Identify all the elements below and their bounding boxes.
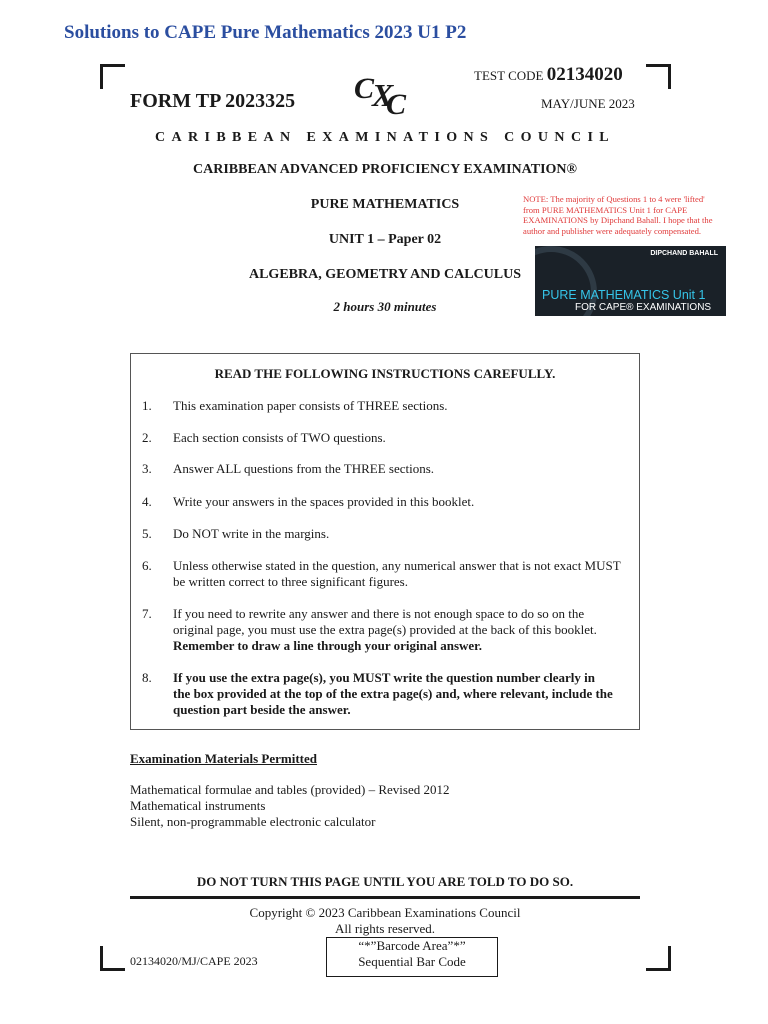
instruction-text: If you need to rewrite any answer and there is not enough space to do so on the: [173, 606, 585, 621]
sequential-bar-code-label: Sequential Bar Code: [358, 954, 466, 969]
red-note: [523, 194, 737, 236]
exam-date: MAY/JUNE 2023: [541, 96, 635, 111]
council-name: CARIBBEAN EXAMINATIONS COUNCIL: [154, 130, 616, 145]
instruction-number: 3.: [142, 461, 152, 476]
instruction-number: 4.: [142, 494, 152, 509]
exam-name: CARIBBEAN ADVANCED PROFICIENCY EXAMINATION®: [193, 162, 577, 177]
instruction-number: 1.: [142, 398, 152, 413]
paper-code: 02134020/MJ/CAPE 2023: [130, 954, 258, 968]
book-subtitle: FOR CAPE® EXAMINATIONS: [575, 302, 712, 313]
material-item: Mathematical formulae and tables (provided) – Revised 2012: [130, 782, 450, 797]
instruction-item: [142, 558, 628, 590]
instruction-number: 6.: [142, 558, 152, 573]
material-item: Silent, non-programmable electronic calculator: [130, 814, 376, 829]
unit-title: UNIT 1 – Paper 02: [328, 232, 442, 247]
instruction-text: Unless otherwise stated in the question, any numerical answer that is not exact MUST: [173, 558, 621, 573]
do-not-turn-warning: DO NOT TURN THIS PAGE UNTIL YOU ARE TOLD TO DO SO.: [196, 874, 574, 889]
instruction-item: [142, 398, 628, 414]
instruction-number: 8.: [142, 670, 152, 685]
instruction-text: the box provided at the top of the extra page(s) and, where relevant, include the: [173, 686, 613, 701]
test-code-label: TEST CODE: [474, 68, 544, 83]
instruction-item: [142, 606, 628, 654]
instructions-box: [130, 353, 640, 730]
barcode-box: [326, 937, 498, 977]
instructions-heading: READ THE FOLLOWING INSTRUCTIONS CAREFULLY.: [214, 366, 556, 381]
book-title: PURE MATHEMATICS Unit 1: [542, 288, 706, 302]
test-code-number: 02134020: [546, 64, 623, 85]
note-line: from PURE MATHEMATICS Unit 1 for CAPE: [523, 204, 688, 215]
footer-divider: [130, 896, 640, 899]
crop-mark-bottom-left: [100, 946, 125, 971]
instruction-number: 2.: [142, 430, 152, 445]
instruction-text: Write your answers in the spaces provided in this booklet.: [173, 494, 475, 509]
note-line: author and publisher were adequately compensated.: [523, 225, 702, 236]
instruction-number: 5.: [142, 526, 152, 541]
crop-mark-bottom-right: [646, 946, 671, 971]
book-author: DIPCHAND BAHALL: [650, 250, 718, 257]
crop-mark-top-left: [100, 64, 125, 89]
cxc-logo-letter-x: X: [372, 77, 394, 113]
rights-reserved: All rights reserved.: [334, 921, 435, 936]
instruction-text: Answer ALL questions from the THREE sections.: [173, 461, 435, 476]
note-line: EXAMINATIONS by Dipchand Bahall. I hope that the: [523, 215, 713, 226]
copyright: Copyright © 2023 Caribbean Examinations Council: [249, 905, 521, 920]
instruction-text: Each section consists of TWO questions.: [173, 430, 386, 445]
instruction-text: original page, you must use the extra page(s) provided at the back of this booklet.: [173, 622, 597, 637]
cxc-logo-letter-c1: C: [354, 72, 375, 105]
instruction-item: [142, 461, 628, 477]
barcode-area-label: “*”Barcode Area”*”: [358, 938, 466, 953]
instruction-item: [142, 494, 628, 510]
instruction-text: question part beside the answer.: [173, 702, 351, 717]
exam-duration: 2 hours 30 minutes: [333, 299, 437, 314]
material-item: Mathematical instruments: [130, 798, 266, 813]
note-line: NOTE: The majority of Questions 1 to 4 were 'lifted': [523, 194, 705, 204]
materials-heading: Examination Materials Permitted: [130, 751, 318, 766]
crop-mark-top-right: [646, 64, 671, 89]
instruction-text: If you use the extra page(s), you MUST write the question number clearly in: [173, 670, 596, 685]
page-header-title: Solutions to CAPE Pure Mathematics 2023 U1 P2: [64, 22, 467, 43]
instruction-number: 7.: [142, 606, 152, 621]
instruction-item: [142, 526, 628, 542]
form-code: FORM TP 2023325: [130, 90, 296, 112]
cxc-logo-letter-c2: C: [386, 88, 407, 116]
instruction-item: [142, 670, 628, 718]
topic-title: ALGEBRA, GEOMETRY AND CALCULUS: [248, 267, 522, 282]
cxc-logo: [354, 68, 416, 116]
book-cover-image: [535, 246, 726, 316]
subject-title: PURE MATHEMATICS: [310, 197, 460, 212]
instruction-text: Remember to draw a line through your original answer.: [173, 638, 482, 653]
instruction-text: be written correct to three significant figures.: [173, 574, 408, 589]
instruction-item: [142, 430, 628, 446]
test-code: [474, 64, 623, 86]
instruction-text: This examination paper consists of THREE sections.: [173, 398, 448, 413]
instruction-text: Do NOT write in the margins.: [173, 526, 330, 541]
